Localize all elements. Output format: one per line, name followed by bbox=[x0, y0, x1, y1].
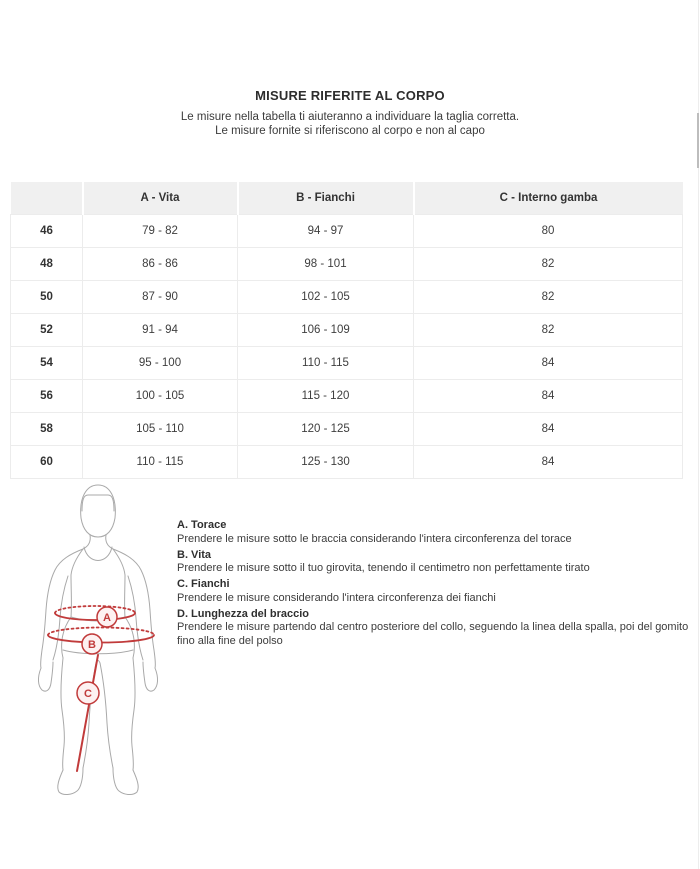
vita-cell: 105 - 110 bbox=[83, 413, 238, 446]
vita-cell: 110 - 115 bbox=[83, 446, 238, 479]
interno-gamba-cell: 82 bbox=[414, 314, 683, 347]
figure-tank-left-armhole bbox=[71, 549, 83, 575]
measure-guide bbox=[177, 519, 689, 651]
table-row bbox=[11, 314, 683, 347]
table-row bbox=[11, 446, 683, 479]
guide-item-description: Prendere le misure sotto le braccia considerando l'intera circonferenza del torace bbox=[177, 532, 572, 545]
guide-item bbox=[177, 608, 689, 649]
table-row bbox=[11, 281, 683, 314]
table-row bbox=[11, 347, 683, 380]
waist-label-letter: A bbox=[103, 612, 111, 624]
scrollbar-thumb[interactable] bbox=[697, 113, 699, 168]
table-row bbox=[11, 248, 683, 281]
size-cell: 48 bbox=[11, 248, 83, 281]
size-cell: 58 bbox=[11, 413, 83, 446]
guide-item bbox=[177, 549, 689, 576]
interno-gamba-cell: 84 bbox=[414, 380, 683, 413]
page-title-text: MISURE RIFERITE AL CORPO bbox=[255, 88, 445, 103]
interno-gamba-cell: 82 bbox=[414, 248, 683, 281]
fianchi-cell: 102 - 105 bbox=[238, 281, 414, 314]
table-row bbox=[11, 215, 683, 248]
waist-measure-dotted-arc bbox=[55, 606, 135, 613]
fianchi-cell: 94 - 97 bbox=[238, 215, 414, 248]
size-table-body bbox=[11, 215, 683, 479]
page-header bbox=[0, 88, 700, 138]
figure-left-outer-leg bbox=[61, 658, 64, 770]
figure-right-foot bbox=[113, 768, 138, 795]
figure-tank-neckline bbox=[84, 547, 112, 561]
page-title bbox=[0, 88, 700, 103]
inner-leg-measure-line bbox=[77, 655, 98, 771]
size-cell: 54 bbox=[11, 347, 83, 380]
figure-left-foot bbox=[58, 768, 83, 795]
guide-item-label: D. Lunghezza del braccio bbox=[177, 607, 310, 620]
size-table bbox=[10, 182, 683, 479]
body-measurement-figure bbox=[20, 478, 180, 808]
interno-gamba-cell: 80 bbox=[414, 215, 683, 248]
guide-item-description: Prendere le misure considerando l'intera circonferenza dei fianchi bbox=[177, 591, 496, 604]
interno-gamba-column-header: C - Interno gamba bbox=[414, 182, 683, 215]
fianchi-cell: 98 - 101 bbox=[238, 248, 414, 281]
vita-cell: 91 - 94 bbox=[83, 314, 238, 347]
vita-cell: 95 - 100 bbox=[83, 347, 238, 380]
guide-item-description: Prendere le misure sotto il tuo girovita, tenendo il centimetro non perfettamente tirato bbox=[177, 562, 590, 574]
fianchi-cell: 106 - 109 bbox=[238, 314, 414, 347]
interno-gamba-cell: 84 bbox=[414, 413, 683, 446]
inner-leg-label-letter: C bbox=[84, 688, 92, 700]
figure-right-inner-leg bbox=[100, 663, 113, 768]
interno-gamba-cell: 82 bbox=[414, 281, 683, 314]
size-cell: 46 bbox=[11, 215, 83, 248]
fianchi-cell: 110 - 115 bbox=[238, 347, 414, 380]
vita-cell: 79 - 82 bbox=[83, 215, 238, 248]
guide-item-label: A. Torace bbox=[177, 519, 227, 531]
fianchi-cell: 115 - 120 bbox=[238, 380, 414, 413]
size-table-header-row bbox=[11, 182, 683, 215]
subtitle-line-1: Le misure nella tabella ti aiuteranno a individuare la taglia corretta. bbox=[180, 111, 520, 123]
figure-head bbox=[81, 485, 116, 537]
size-column-header bbox=[11, 182, 83, 215]
guide-item bbox=[177, 519, 689, 546]
figure-tank-right-armhole bbox=[113, 549, 125, 575]
figure-hairline bbox=[82, 495, 114, 511]
table-row bbox=[11, 380, 683, 413]
table-row bbox=[11, 413, 683, 446]
figure-right-inner-arm bbox=[128, 576, 143, 660]
hips-label-letter: B bbox=[88, 639, 96, 651]
interno-gamba-cell: 84 bbox=[414, 347, 683, 380]
waist-measure-solid-arc bbox=[55, 613, 135, 620]
page-subtitle bbox=[0, 110, 700, 138]
size-cell: 60 bbox=[11, 446, 83, 479]
guide-item-label: C. Fianchi bbox=[177, 578, 230, 590]
vita-cell: 87 - 90 bbox=[83, 281, 238, 314]
guide-item-label: B. Vita bbox=[177, 548, 212, 561]
vita-cell: 100 - 105 bbox=[83, 380, 238, 413]
guide-item bbox=[177, 578, 689, 605]
vita-cell: 86 - 86 bbox=[83, 248, 238, 281]
fianchi-cell: 125 - 130 bbox=[238, 446, 414, 479]
subtitle-line-2: Le misure fornite si riferiscono al corpo e non al capo bbox=[215, 125, 485, 137]
size-cell: 52 bbox=[11, 314, 83, 347]
fianchi-cell: 120 - 125 bbox=[238, 413, 414, 446]
size-cell: 50 bbox=[11, 281, 83, 314]
size-cell: 56 bbox=[11, 380, 83, 413]
guide-item-description: Prendere le misure partendo dal centro posteriore del collo, seguendo la linea della spalla, poi del gomito fino alla fine del polso bbox=[177, 621, 689, 647]
interno-gamba-cell: 84 bbox=[414, 446, 683, 479]
vita-column-header: A - Vita bbox=[83, 182, 238, 215]
male-body-diagram bbox=[20, 478, 180, 808]
fianchi-column-header: B - Fianchi bbox=[238, 182, 414, 215]
figure-right-outer-leg bbox=[132, 658, 135, 770]
